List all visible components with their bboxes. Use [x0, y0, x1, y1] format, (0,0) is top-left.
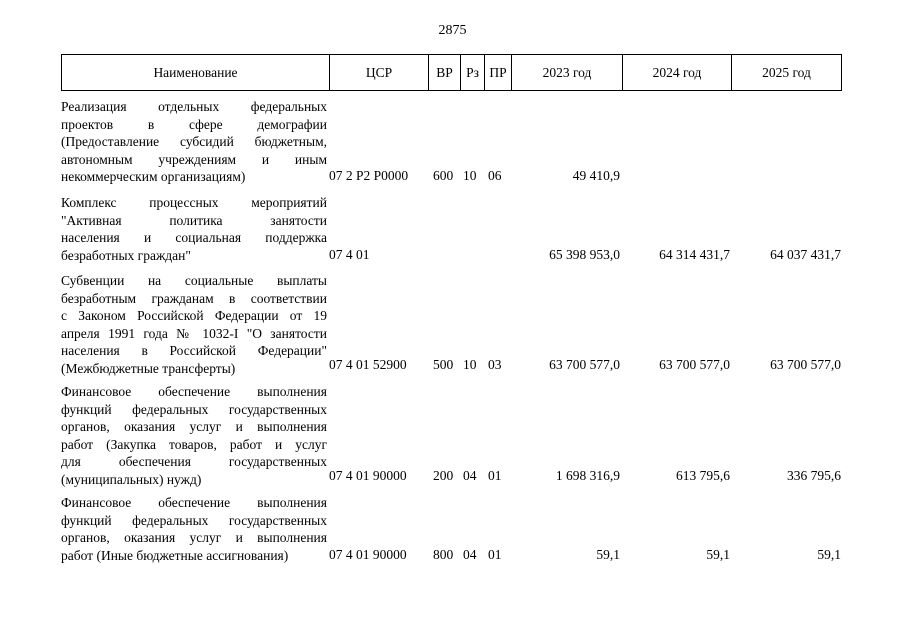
row-pr: 01 — [488, 468, 502, 483]
row-name-line: населения в Российской Федерации" — [61, 343, 327, 359]
row-name — [61, 98, 327, 186]
header-2025: 2025 год — [762, 65, 811, 80]
row-rz: 10 — [463, 357, 477, 372]
row-2025: 336 795,6 — [787, 468, 841, 483]
row-name-line: автономным учреждениям и иным — [61, 151, 327, 167]
row-name-line: функций федеральных государственных — [61, 401, 327, 417]
row-name-line: органов, оказания услуг и выполнения — [61, 530, 327, 546]
row-name-line: безработных граждан" — [61, 247, 191, 263]
header-rz: Рз — [461, 55, 485, 90]
row-csr: 07 2 P2 P0000 — [329, 168, 409, 184]
row-name-line: органов, оказания услуг и выполнения — [61, 419, 327, 435]
row-name-line: работ (Иные бюджетные ассигнования) — [61, 547, 289, 563]
row-name-line: (муниципальных) нужд) — [61, 471, 202, 487]
row-name-line: Субвенции на социальные выплаты — [61, 273, 327, 288]
row-csr: 07 4 01 90000 — [329, 468, 407, 483]
row-2023: 59,1 — [596, 546, 620, 562]
row-name-line: населения и социальная поддержка — [61, 230, 327, 246]
row-vr: 500 — [433, 357, 454, 372]
row-2023: 65 398 953,0 — [549, 246, 620, 262]
row-rz: 10 — [463, 168, 477, 184]
row-name — [61, 383, 327, 489]
row-name-line: "Активная политика занятости — [61, 212, 327, 228]
header-name: Наименование — [62, 55, 330, 90]
row-rz: 04 — [463, 546, 477, 562]
row-csr: 07 4 01 — [329, 246, 370, 262]
row-2024: 613 795,6 — [676, 468, 730, 483]
row-name — [61, 494, 327, 564]
row-name-line: некоммерческим организациям) — [61, 169, 246, 185]
row-name-line: работ (Закупка товаров, работ и услуг — [61, 436, 327, 452]
header-csr: ЦСР — [330, 55, 429, 90]
row-vr: 200 — [433, 468, 454, 483]
table-header — [61, 54, 842, 91]
row-2025: 64 037 431,7 — [770, 246, 841, 262]
header-2023: 2023 год — [512, 55, 623, 90]
row-2025: 63 700 577,0 — [770, 357, 841, 372]
row-name-line: для обеспечения государственных — [61, 454, 327, 470]
row-vr: 800 — [433, 546, 454, 562]
header-vr: ВР — [429, 55, 461, 90]
header-pr: ПР — [485, 55, 512, 90]
row-name-line: Комплекс процессных мероприятий — [61, 195, 327, 210]
row-name-line: безработным гражданам в соответствии — [61, 290, 327, 306]
row-name-line: Финансовое обеспечение выполнения — [61, 384, 327, 399]
row-name-line: (Межбюджетные трансферты) — [61, 360, 236, 376]
row-rz: 04 — [463, 468, 477, 483]
row-csr: 07 4 01 90000 — [329, 546, 407, 562]
row-name-line: проектов в сфере демографии — [61, 116, 327, 132]
header-2024: 2024 год — [623, 55, 732, 90]
row-name-line: с Законом Российской Федерации от 19 — [61, 308, 327, 324]
row-2024: 64 314 431,7 — [659, 246, 730, 262]
row-2023: 1 698 316,9 — [555, 468, 620, 483]
row-pr: 06 — [488, 168, 502, 184]
row-2023: 49 410,9 — [572, 168, 620, 184]
row-name — [61, 272, 327, 378]
row-name — [61, 194, 327, 264]
row-2024: 63 700 577,0 — [659, 357, 730, 372]
row-pr: 01 — [488, 546, 502, 562]
row-2024: 59,1 — [706, 546, 730, 562]
row-name-line: Финансовое обеспечение выполнения — [61, 495, 327, 510]
row-name-line: (Предоставление субсидий бюджетным, — [61, 134, 327, 150]
row-csr: 07 4 01 52900 — [329, 357, 407, 372]
row-2023: 63 700 577,0 — [549, 357, 620, 372]
row-2025: 59,1 — [817, 546, 841, 562]
page-number: 2875 — [438, 23, 467, 38]
row-pr: 03 — [488, 357, 502, 372]
row-vr: 600 — [433, 168, 454, 184]
row-name-line: функций федеральных государственных — [61, 512, 327, 528]
row-name-line: апреля 1991 года № 1032-I "О занятости — [61, 325, 327, 341]
row-name-line: Реализация отдельных федеральных — [61, 99, 327, 114]
